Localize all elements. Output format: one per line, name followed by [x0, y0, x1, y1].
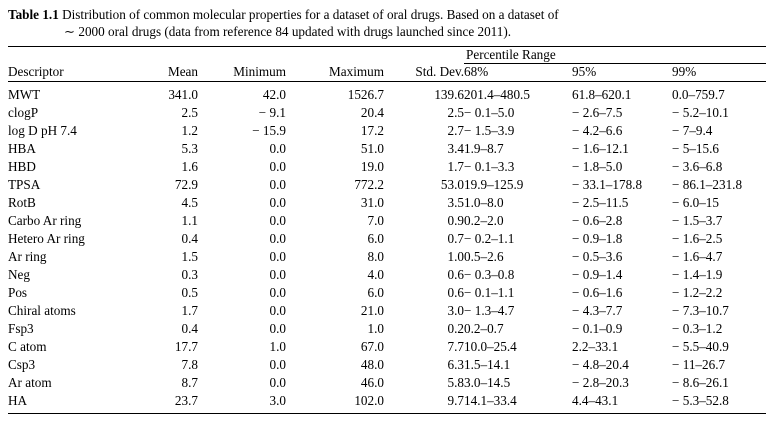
- cell-p99: − 1.4–1.9: [672, 266, 723, 282]
- group-header-spacer-2: [136, 47, 198, 64]
- cell-descriptor: C atom: [8, 338, 47, 354]
- cell-std-dev: 0.2: [447, 320, 464, 336]
- cell-minimum: 0.0: [269, 374, 286, 390]
- group-header-spacer: [8, 47, 136, 64]
- cell-p99: − 1.2–2.2: [672, 284, 723, 300]
- cell-std-dev: 0.6: [447, 266, 464, 282]
- cell-std-dev: 139.6: [434, 87, 464, 103]
- cell-mean: 4.5: [181, 195, 198, 211]
- cell-p99: − 0.3–1.2: [672, 320, 723, 336]
- percentile-range-header: Percentile Range: [464, 47, 766, 64]
- cell-mean: 17.7: [174, 338, 198, 354]
- cell-std-dev: 6.3: [447, 356, 464, 372]
- cell-p68: 1.0–8.0: [464, 195, 504, 211]
- column-header-row: [8, 63, 766, 80]
- cell-minimum: 0.0: [269, 284, 286, 300]
- cell-p99: 0.0–759.7: [672, 87, 725, 103]
- cell-p99: − 3.6–6.8: [672, 159, 723, 175]
- cell-minimum: 1.0: [269, 338, 286, 354]
- cell-std-dev: 3.0: [447, 302, 464, 318]
- cell-std-dev: 2.7: [447, 123, 464, 139]
- table-row: [8, 392, 766, 410]
- cell-mean: 0.5: [181, 284, 198, 300]
- caption-line-1: Distribution of common molecular properties for a dataset of oral drugs. Based on a dataset of: [62, 7, 559, 22]
- properties-table: [8, 47, 766, 410]
- cell-maximum: 1526.7: [347, 87, 384, 103]
- cell-std-dev: 1.0: [447, 249, 464, 265]
- cell-p95: − 0.6–1.6: [572, 284, 623, 300]
- cell-descriptor: HA: [8, 392, 28, 408]
- cell-p68: 14.1–33.4: [464, 392, 517, 408]
- cell-descriptor: Ar ring: [8, 249, 47, 265]
- cell-p99: − 5–15.6: [672, 141, 719, 157]
- cell-p95: 61.8–620.1: [572, 87, 632, 103]
- cell-maximum: 31.0: [360, 195, 384, 211]
- cell-p95: − 0.5–3.6: [572, 249, 623, 265]
- table-row: [8, 195, 766, 213]
- cell-std-dev: 1.7: [447, 159, 464, 175]
- cell-p68: 201.4–480.5: [464, 87, 530, 103]
- cell-maximum: 67.0: [360, 338, 384, 354]
- cell-minimum: − 15.9: [252, 123, 286, 139]
- column-header-maximum: Maximum: [329, 63, 384, 79]
- cell-descriptor: Chiral atoms: [8, 302, 76, 318]
- cell-minimum: 0.0: [269, 195, 286, 211]
- cell-mean: 7.8: [181, 356, 198, 372]
- cell-p68: 3.0–14.5: [464, 374, 511, 390]
- cell-mean: 1.5: [181, 249, 198, 265]
- cell-maximum: 6.0: [367, 284, 384, 300]
- column-header-descriptor: Descriptor: [8, 63, 64, 79]
- cell-maximum: 4.0: [367, 266, 384, 282]
- cell-maximum: 1.0: [367, 320, 384, 336]
- table-bottom-rule: [8, 413, 766, 414]
- cell-p95: − 33.1–178.8: [572, 177, 643, 193]
- cell-minimum: 0.0: [269, 141, 286, 157]
- cell-minimum: 42.0: [262, 87, 286, 103]
- cell-p95: − 0.9–1.4: [572, 266, 623, 282]
- group-header-row: [8, 47, 766, 64]
- cell-p95: − 2.6–7.5: [572, 105, 623, 121]
- table-row: [8, 284, 766, 302]
- group-header-spacer-4: [286, 47, 384, 64]
- cell-minimum: 0.0: [269, 356, 286, 372]
- cell-p99: − 7.3–10.7: [672, 302, 729, 318]
- cell-mean: 1.7: [181, 302, 198, 318]
- cell-p95: 4.4–43.1: [572, 392, 619, 408]
- cell-p68: − 0.2–1.1: [464, 231, 515, 247]
- cell-descriptor: clogP: [8, 105, 39, 121]
- cell-descriptor: log D pH 7.4: [8, 123, 77, 139]
- cell-maximum: 21.0: [360, 302, 384, 318]
- cell-mean: 0.4: [181, 231, 198, 247]
- table-row: [8, 213, 766, 231]
- cell-p99: − 8.6–26.1: [672, 374, 729, 390]
- cell-mean: 1.2: [181, 123, 198, 139]
- cell-std-dev: 2.5: [447, 105, 464, 121]
- cell-maximum: 20.4: [360, 105, 384, 121]
- cell-minimum: 0.0: [269, 177, 286, 193]
- cell-descriptor: Carbo Ar ring: [8, 213, 82, 229]
- cell-maximum: 17.2: [360, 123, 384, 139]
- cell-descriptor: RotB: [8, 195, 36, 211]
- table-row: [8, 356, 766, 374]
- table-body: [8, 87, 766, 410]
- table-row: [8, 87, 766, 105]
- cell-maximum: 51.0: [360, 141, 384, 157]
- cell-p95: − 1.8–5.0: [572, 159, 623, 175]
- cell-maximum: 6.0: [367, 231, 384, 247]
- table-row: [8, 320, 766, 338]
- cell-p68: 19.9–125.9: [464, 177, 524, 193]
- cell-std-dev: 0.9: [447, 213, 464, 229]
- cell-std-dev: 3.4: [447, 141, 464, 157]
- table-caption: [8, 6, 766, 41]
- cell-std-dev: 0.7: [447, 231, 464, 247]
- cell-minimum: 0.0: [269, 159, 286, 175]
- cell-descriptor: HBD: [8, 159, 36, 175]
- cell-descriptor: MWT: [8, 87, 41, 103]
- cell-std-dev: 0.6: [447, 284, 464, 300]
- cell-std-dev: 3.5: [447, 195, 464, 211]
- cell-p95: − 2.5–11.5: [572, 195, 629, 211]
- cell-p95: − 0.1–0.9: [572, 320, 623, 336]
- cell-descriptor: Ar atom: [8, 374, 52, 390]
- column-header-p99: 99%: [672, 63, 697, 79]
- cell-maximum: 46.0: [360, 374, 384, 390]
- cell-p99: − 5.3–52.8: [672, 392, 729, 408]
- cell-p95: 2.2–33.1: [572, 338, 619, 354]
- cell-descriptor: HBA: [8, 141, 36, 157]
- cell-std-dev: 7.7: [447, 338, 464, 354]
- cell-p99: − 86.1–231.8: [672, 177, 743, 193]
- cell-p99: − 11–26.7: [672, 356, 726, 372]
- cell-p68: − 0.1–1.1: [464, 284, 515, 300]
- cell-p68: − 1.5–3.9: [464, 123, 515, 139]
- cell-mean: 1.1: [181, 213, 198, 229]
- cell-minimum: 0.0: [269, 302, 286, 318]
- cell-mean: 72.9: [174, 177, 198, 193]
- cell-p99: − 5.5–40.9: [672, 338, 729, 354]
- cell-descriptor: Csp3: [8, 356, 36, 372]
- cell-p95: − 4.8–20.4: [572, 356, 629, 372]
- cell-mean: 1.6: [181, 159, 198, 175]
- cell-mean: 8.7: [181, 374, 198, 390]
- column-header-p68: 68%: [464, 63, 489, 79]
- cell-mean: 5.3: [181, 141, 198, 157]
- cell-p99: − 5.2–10.1: [672, 105, 729, 121]
- cell-mean: 23.7: [174, 392, 198, 408]
- table-row: [8, 230, 766, 248]
- cell-maximum: 102.0: [354, 392, 384, 408]
- cell-maximum: 8.0: [367, 249, 384, 265]
- cell-descriptor: Fsp3: [8, 320, 34, 336]
- cell-p95: − 4.3–7.7: [572, 302, 623, 318]
- cell-minimum: 3.0: [269, 392, 286, 408]
- group-header-spacer-5: [384, 47, 464, 64]
- cell-p68: − 0.1–3.3: [464, 159, 515, 175]
- table-row: [8, 123, 766, 141]
- cell-p68: 10.0–25.4: [464, 338, 517, 354]
- cell-maximum: 48.0: [360, 356, 384, 372]
- cell-minimum: 0.0: [269, 213, 286, 229]
- cell-p68: 0.2–0.7: [464, 320, 504, 336]
- cell-p99: − 1.6–4.7: [672, 249, 723, 265]
- caption-label: Table 1.1: [8, 7, 59, 22]
- cell-p99: − 1.5–3.7: [672, 213, 723, 229]
- table-row: [8, 141, 766, 159]
- cell-p68: − 1.3–4.7: [464, 302, 515, 318]
- cell-p95: − 0.6–2.8: [572, 213, 623, 229]
- cell-descriptor: Hetero Ar ring: [8, 231, 85, 247]
- column-header-p95: 95%: [572, 63, 597, 79]
- table-row: [8, 302, 766, 320]
- caption-line-2: ∼ 2000 oral drugs (data from reference 84 updated with drugs launched since 2011).: [64, 24, 512, 40]
- table-row: [8, 338, 766, 356]
- cell-std-dev: 53.0: [440, 177, 464, 193]
- cell-p99: − 6.0–15: [672, 195, 719, 211]
- column-header-mean: Mean: [167, 63, 198, 79]
- cell-p95: − 4.2–6.6: [572, 123, 623, 139]
- cell-maximum: 19.0: [360, 159, 384, 175]
- cell-p95: − 0.9–1.8: [572, 231, 623, 247]
- table-head: [8, 47, 766, 87]
- cell-p95: − 2.8–20.3: [572, 374, 629, 390]
- cell-descriptor: TPSA: [8, 177, 41, 193]
- cell-std-dev: 5.8: [447, 374, 464, 390]
- cell-minimum: 0.0: [269, 320, 286, 336]
- cell-descriptor: Pos: [8, 284, 28, 300]
- cell-mean: 0.4: [181, 320, 198, 336]
- group-header-spacer-3: [198, 47, 286, 64]
- table-row: [8, 248, 766, 266]
- cell-p95: − 1.6–12.1: [572, 141, 629, 157]
- cell-minimum: 0.0: [269, 231, 286, 247]
- column-header-minimum: Minimum: [233, 63, 286, 79]
- cell-p68: 0.2–2.0: [464, 213, 504, 229]
- table-row: [8, 177, 766, 195]
- cell-p68: 1.9–8.7: [464, 141, 504, 157]
- cell-descriptor: Neg: [8, 266, 30, 282]
- cell-p68: − 0.3–0.8: [464, 266, 515, 282]
- cell-p99: − 7–9.4: [672, 123, 713, 139]
- cell-mean: 341.0: [168, 87, 198, 103]
- table-row: [8, 374, 766, 392]
- cell-p68: 0.5–2.6: [464, 249, 504, 265]
- table-row: [8, 266, 766, 284]
- cell-maximum: 7.0: [367, 213, 384, 229]
- cell-p99: − 1.6–2.5: [672, 231, 723, 247]
- cell-mean: 0.3: [181, 266, 198, 282]
- cell-minimum: 0.0: [269, 266, 286, 282]
- table-row: [8, 105, 766, 123]
- cell-minimum: 0.0: [269, 249, 286, 265]
- cell-p68: − 0.1–5.0: [464, 105, 515, 121]
- column-header-std-dev: Std. Dev.: [415, 63, 464, 79]
- cell-std-dev: 9.7: [447, 392, 464, 408]
- cell-p68: 1.5–14.1: [464, 356, 511, 372]
- cell-mean: 2.5: [181, 105, 198, 121]
- cell-maximum: 772.2: [354, 177, 384, 193]
- table-row: [8, 159, 766, 177]
- cell-minimum: − 9.1: [258, 105, 286, 121]
